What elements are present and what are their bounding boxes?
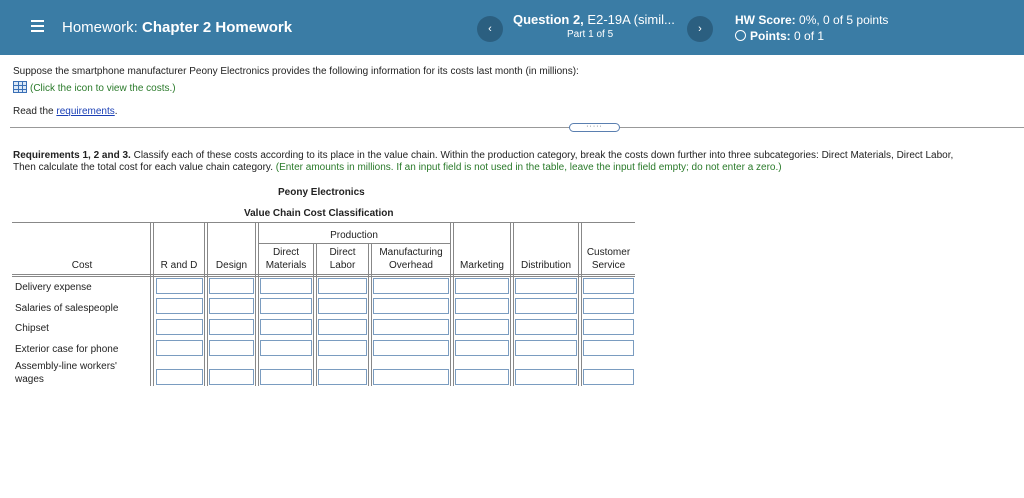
input-row4-direct-materials[interactable] — [260, 340, 312, 356]
col-sep — [153, 222, 154, 386]
input-row3-distribution[interactable] — [515, 319, 577, 335]
header-mo-line1: Manufacturing — [379, 247, 443, 258]
hw-score — [735, 13, 888, 27]
header-cost: Cost — [71, 260, 93, 271]
header-dl-line1: Direct — [329, 247, 356, 258]
intro-text: Suppose the smartphone manufacturer Peony Electronics provides the following information for its costs last month (in millions): — [13, 66, 579, 77]
homework-prefix: Homework: — [62, 19, 138, 36]
input-row4-direct-labor[interactable] — [318, 340, 367, 356]
input-row1-direct-labor[interactable] — [318, 278, 367, 294]
input-row5-customer-service[interactable] — [583, 369, 634, 385]
header-bottom-border — [12, 274, 635, 275]
previous-question-button[interactable] — [477, 16, 503, 42]
hw-score-value: 0%, 0 of 5 points — [799, 13, 889, 27]
input-row1-design[interactable] — [209, 278, 254, 294]
row-label-assembly-wages — [15, 360, 117, 386]
requirements-bold: Requirements 1, 2 and 3. — [13, 150, 131, 161]
requirements-text — [13, 150, 953, 161]
table-grid-icon[interactable] — [13, 81, 27, 93]
header-marketing: Marketing — [460, 260, 504, 271]
input-row1-marketing[interactable] — [455, 278, 509, 294]
col-sep — [453, 222, 454, 386]
input-row1-rnd[interactable] — [156, 278, 203, 294]
input-row3-direct-labor[interactable] — [318, 319, 367, 335]
header-design: Design — [215, 260, 248, 271]
requirements-body: Classify each of these costs according to its place in the value chain. Within the production category, break the costs down further into three subcategories: Direct Materials, Direct Labor, — [133, 150, 954, 161]
input-row5-direct-materials[interactable] — [260, 369, 312, 385]
read-prefix: Read the — [13, 106, 54, 117]
input-row5-manufacturing-overhead[interactable] — [373, 369, 449, 385]
input-row3-rnd[interactable] — [156, 319, 203, 335]
table-top-border — [12, 222, 635, 223]
header-cs-line1: Customer — [586, 247, 631, 258]
read-suffix: . — [114, 106, 118, 117]
header-dm-line1: Direct — [272, 247, 300, 258]
input-row2-direct-materials[interactable] — [260, 298, 312, 314]
row-label-exterior-case: Exterior case for phone — [15, 344, 119, 355]
input-row3-direct-materials[interactable] — [260, 319, 312, 335]
input-row1-direct-materials[interactable] — [260, 278, 312, 294]
header-direct-labor — [317, 246, 368, 272]
col-sep — [368, 243, 369, 386]
input-row4-distribution[interactable] — [515, 340, 577, 356]
requirements-line2 — [13, 162, 782, 173]
header-direct-materials — [259, 246, 313, 272]
hw-score-label: HW Score: — [735, 13, 796, 27]
next-question-button[interactable] — [687, 16, 713, 42]
col-sep — [313, 243, 314, 386]
col-sep — [150, 222, 151, 386]
homework-name: Chapter 2 Homework — [142, 19, 293, 36]
header-dl-line2: Labor — [329, 260, 356, 271]
col-sep — [204, 222, 205, 386]
input-row5-design[interactable] — [209, 369, 254, 385]
input-row2-rnd[interactable] — [156, 298, 203, 314]
col-sep — [450, 222, 451, 386]
question-part: Part 1 of 5 — [567, 29, 614, 40]
header-mo-line2: Overhead — [389, 260, 433, 271]
col-sep — [207, 222, 208, 386]
col-sep — [513, 222, 514, 386]
points-value: 0 of 1 — [794, 29, 825, 43]
production-divider — [258, 243, 450, 244]
input-row4-design[interactable] — [209, 340, 254, 356]
col-sep — [578, 222, 579, 386]
top-bar — [0, 0, 1024, 55]
header-customer-service — [582, 246, 635, 272]
row-label-salaries: Salaries of salespeople — [15, 303, 119, 314]
question-title — [513, 12, 675, 27]
input-row2-customer-service[interactable] — [583, 298, 634, 314]
requirements-link[interactable]: requirements — [56, 106, 115, 117]
header-bottom-border-2 — [12, 276, 635, 277]
input-row4-rnd[interactable] — [156, 340, 203, 356]
input-row1-distribution[interactable] — [515, 278, 577, 294]
hamburger-menu-icon[interactable] — [31, 20, 44, 33]
costs-link[interactable]: (Click the icon to view the costs.) — [30, 83, 176, 94]
input-row5-direct-labor[interactable] — [318, 369, 367, 385]
header-distribution: Distribution — [520, 260, 572, 271]
input-row4-customer-service[interactable] — [583, 340, 634, 356]
row-label-chipset: Chipset — [15, 323, 49, 334]
read-requirements — [13, 106, 118, 117]
input-row3-manufacturing-overhead[interactable] — [373, 319, 449, 335]
input-row2-direct-labor[interactable] — [318, 298, 367, 314]
input-row3-marketing[interactable] — [455, 319, 509, 335]
requirements-instructions: (Enter amounts in millions. If an input field is not used in the table, leave the input field empty; do not enter a zero.) — [275, 162, 782, 173]
input-row2-distribution[interactable] — [515, 298, 577, 314]
col-sep — [255, 222, 256, 386]
circle-outline-icon — [735, 30, 746, 41]
input-row5-distribution[interactable] — [515, 369, 577, 385]
input-row5-marketing[interactable] — [455, 369, 509, 385]
table-title: Value Chain Cost Classification — [244, 208, 394, 219]
points-label: Points: — [750, 29, 791, 43]
input-row2-marketing[interactable] — [455, 298, 509, 314]
company-name: Peony Electronics — [278, 187, 365, 198]
points — [735, 29, 824, 43]
question-name: E2-19A (simil... — [587, 12, 675, 27]
expand-toggle-button[interactable]: ····· — [569, 123, 620, 132]
production-header: Production — [330, 230, 378, 241]
input-row2-manufacturing-overhead[interactable] — [373, 298, 449, 314]
input-row3-design[interactable] — [209, 319, 254, 335]
input-row4-manufacturing-overhead[interactable] — [373, 340, 449, 356]
input-row1-customer-service[interactable] — [583, 278, 634, 294]
chevron-left-icon: ‹ — [488, 23, 492, 35]
costs-link-row[interactable] — [13, 81, 176, 94]
chevron-right-icon: › — [698, 23, 702, 35]
header-rnd: R and D — [160, 260, 198, 271]
row-label-assembly-line1: Assembly-line workers' — [15, 361, 117, 372]
homework-title — [62, 19, 292, 36]
col-sep — [510, 222, 511, 386]
input-row5-rnd[interactable] — [156, 369, 203, 385]
header-cs-line2: Service — [591, 260, 626, 271]
header-dm-line2: Materials — [265, 260, 307, 271]
header-manufacturing-overhead — [372, 246, 450, 272]
section-divider — [10, 127, 1024, 128]
row-label-delivery: Delivery expense — [15, 282, 92, 293]
input-row4-marketing[interactable] — [455, 340, 509, 356]
input-row2-design[interactable] — [209, 298, 254, 314]
row-label-assembly-line2: wages — [15, 374, 44, 385]
requirements-line2-text: Then calculate the total cost for each value chain category. — [13, 162, 273, 173]
input-row3-customer-service[interactable] — [583, 319, 634, 335]
question-number: Question 2, — [513, 12, 584, 27]
input-row1-manufacturing-overhead[interactable] — [373, 278, 449, 294]
